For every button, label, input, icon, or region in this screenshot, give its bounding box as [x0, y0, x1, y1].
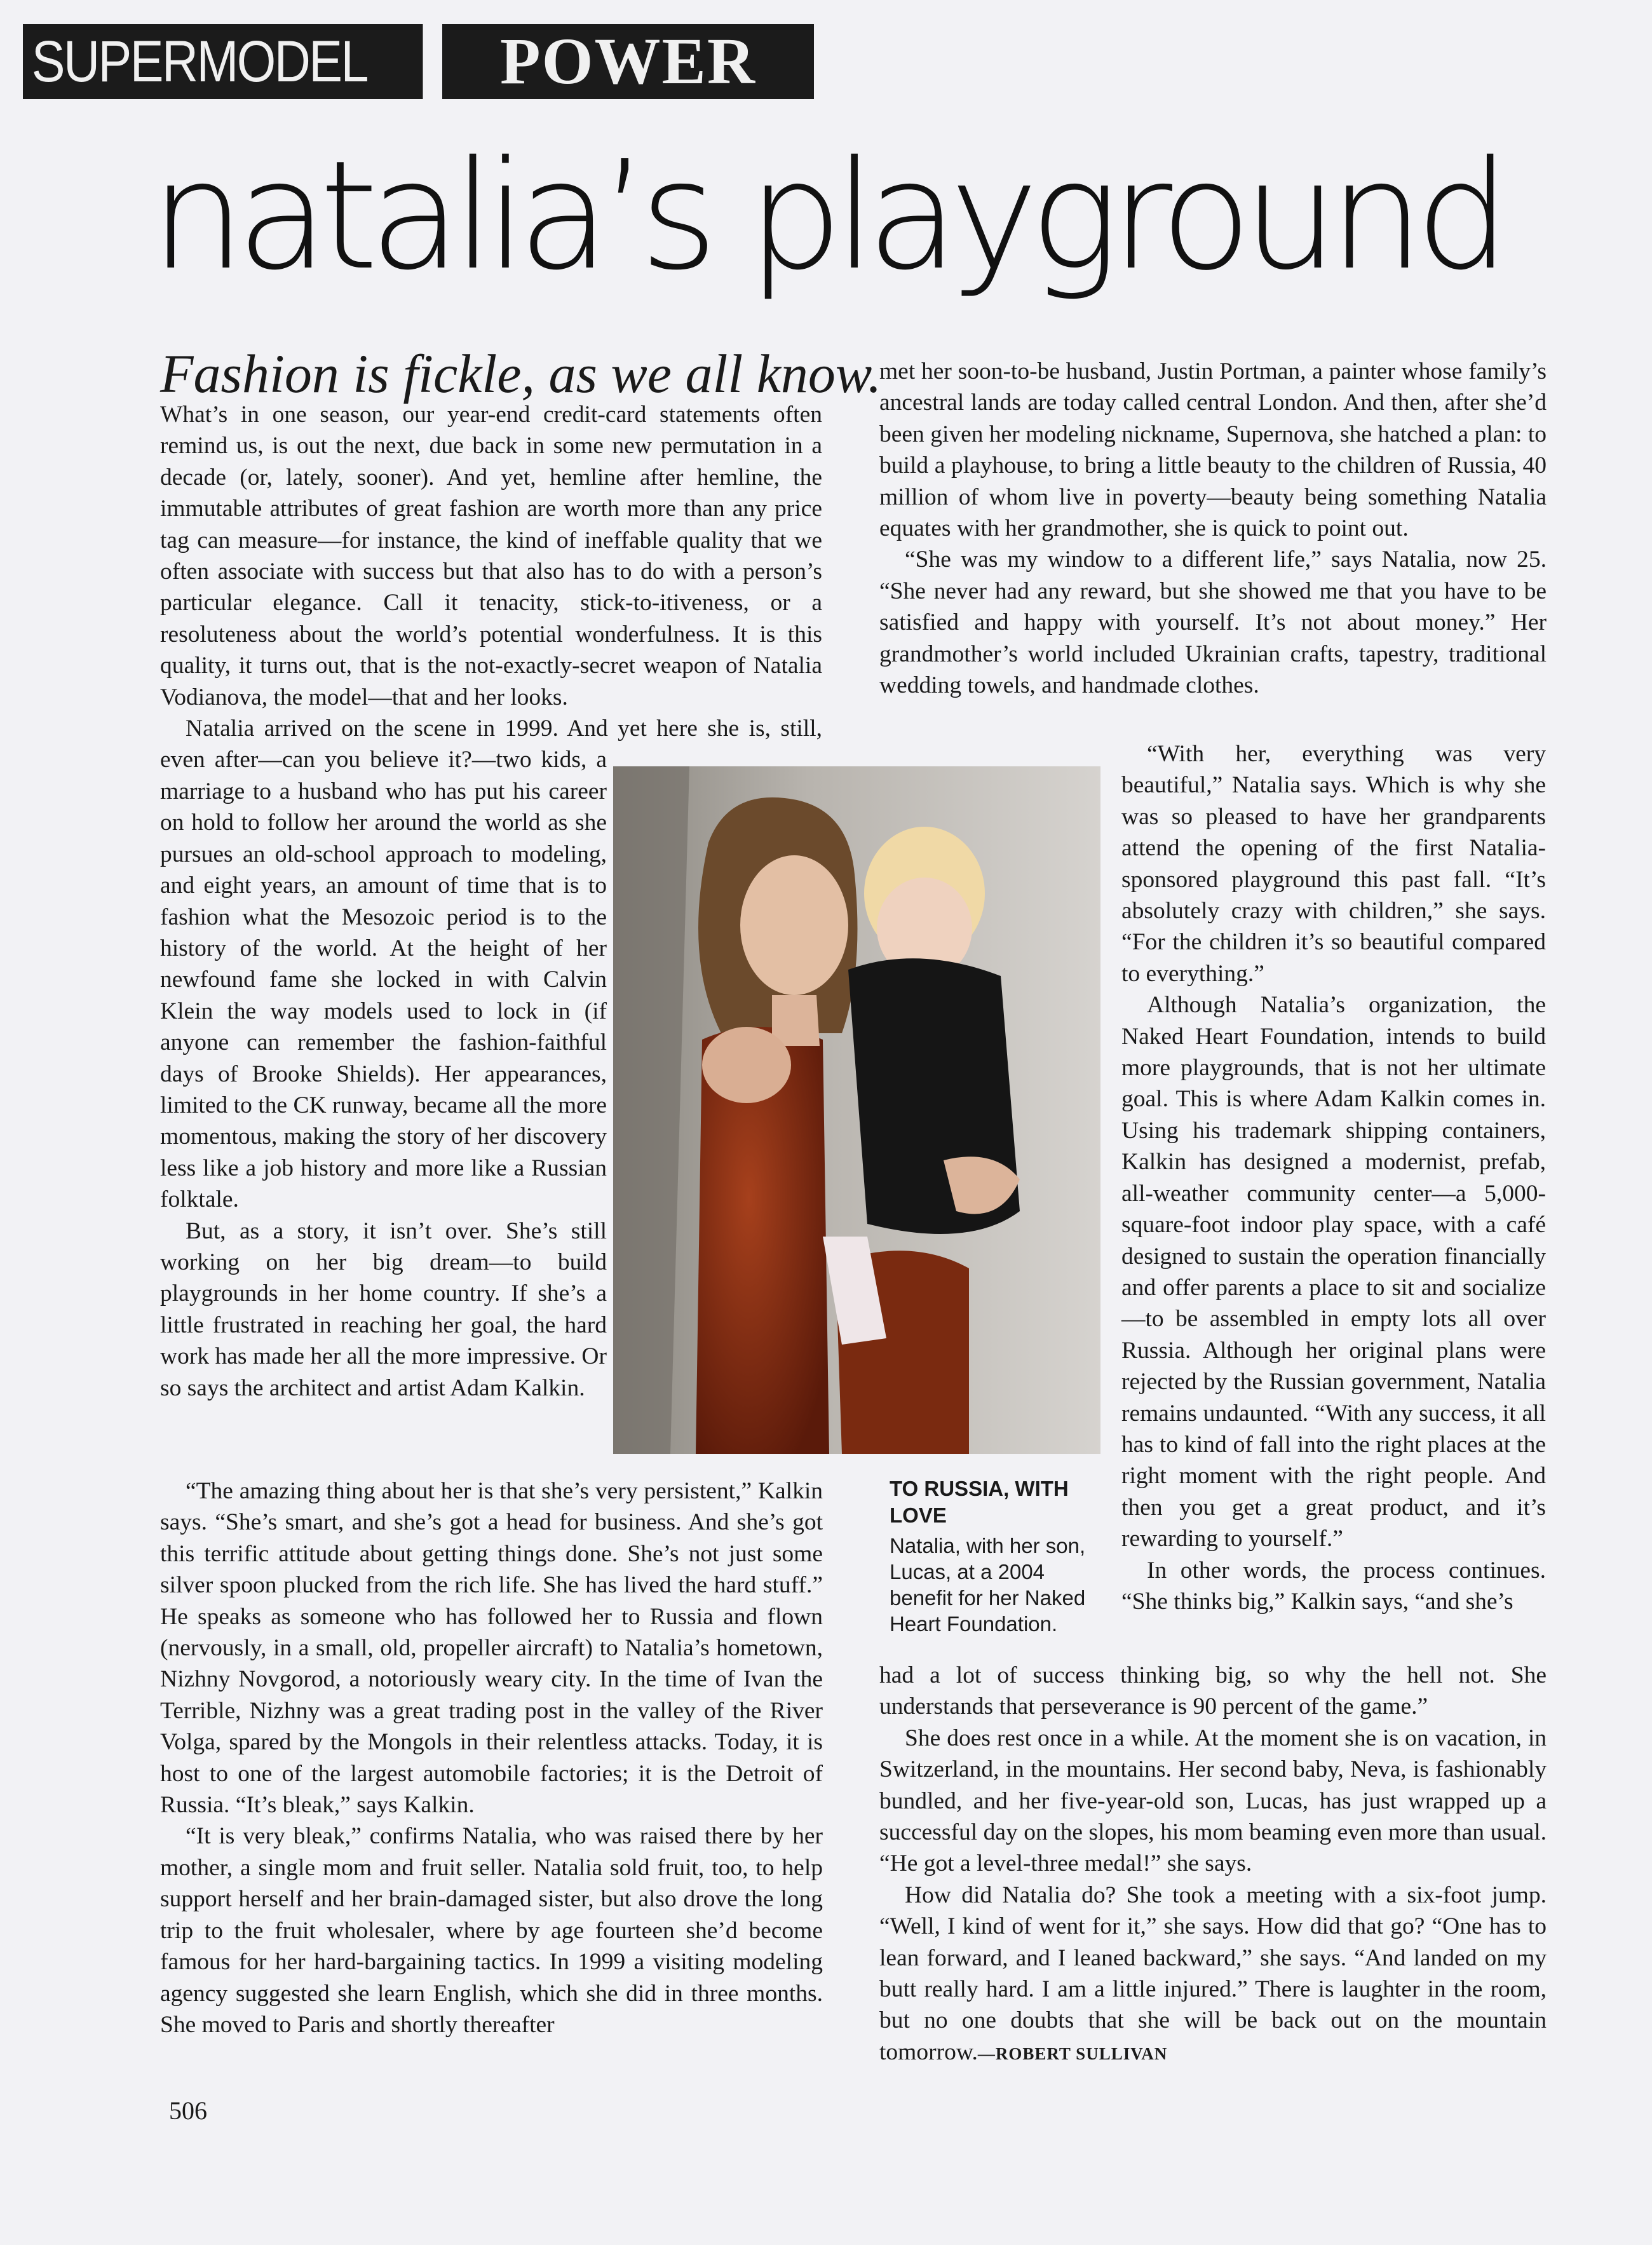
- column-1-bottom: [160, 1475, 823, 2040]
- wrap-offset: [822, 399, 823, 768]
- column-2-top: [879, 356, 1547, 701]
- section-header: [23, 24, 488, 99]
- paragraph: Although Natalia’s organization, the Naked Heart Foundation, intends to build more playgrounds, that is not her ultimate goal. This is where Adam Kalkin comes in. Using his trademark shipping containers, Kalkin has designed a modernist, prefab, all-weather community center—a 5,000-square-foot indoor play space, with a café designed to sustain the operation financially and offer parents a place to sit and socialize—to be assembled in empty lots all over Russia. Although her original plans were rejected by the Russian government, Natalia remains undaunted. “With any success, it all has to kind of fall into the right places at the right moment with the right people. And then you get a great product, and it’s rewarding to yourself.”: [1121, 992, 1546, 1552]
- paragraph: In other words, the process continues. “She thinks big,” Kalkin says, “and she’s: [1121, 1557, 1546, 1615]
- deck: Fashion is fickle, as we all know.: [160, 343, 882, 404]
- paragraph: [879, 1880, 1547, 2070]
- section-label-power: POWER: [442, 24, 814, 99]
- paragraph: “It is very bleak,” confirms Natalia, who was raised there by her mother, a single mom and fruit seller. Natalia sold fruit, too, to help support herself and her brain-damaged sister, but also drove the long trip to the fruit wholesaler, where by age fourteen she’d become famous for her hard-bargaining tactics. In 1999 a visiting modeling agency suggested she learn English, which she did in three months. She moved to Paris and shortly thereafter: [160, 1823, 823, 2038]
- paragraph: “With her, everything was very beautiful,” Natalia says. Which is why she was so pleased to have her grandparents attend the opening of the first Natalia-sponsored playground this past fall. “It’s absolutely crazy with children,” she says. “For the children it’s so beautiful compared to everything.”: [1121, 741, 1546, 987]
- paragraph: had a lot of success thinking big, so why the hell not. She understands that perseverance is 90 percent of the game.”: [879, 1662, 1547, 1720]
- paragraph: “She was my window to a different life,” says Natalia, now 25. “She never had any reward, but she showed me that you have to be satisfied and happy with yourself. It’s not about money.” Her grandmother’s world included Ukrainian crafts, tapestry, traditional wedding towels, and handmade clothes.: [879, 546, 1547, 699]
- section-label-supermodel: SUPERMODEL: [23, 24, 423, 99]
- paragraph: met her soon-to-be husband, Justin Portman, a painter whose family’s ancestral lands are today called central London. And then, after she’d been given her modeling nickname, Supernova, she hatched a plan: to build a playhouse, to bring a little beauty to the children of Russia, 40 million of whom live in poverty—beauty being something Natalia equates with her grandmother, she is quick to point out.: [879, 358, 1547, 542]
- paragraph: What’s in one season, our year-end credit-card statements often remind us, is out the next, due back in some new permutation in a decade (or, lately, sooner). And yet, hemline after hemline, the immutable attributes of great fashion are worth more than any price tag can measure—for instance, the kind of ineffable quality that we often associate with success but that also has to do with a person’s particular elegance. Call it tenacity, stick-to-itiveness, or a resoluteness about the world’s potential wonderfulness. It is this quality, it turns out, that is the not-exactly-secret weapon of Natalia Vodianova, the model—that and her looks.: [160, 402, 822, 710]
- headline: natalia’s playground: [150, 128, 1502, 303]
- byline: —ROBERT SULLIVAN: [977, 2044, 1168, 2063]
- paragraph: “The amazing thing about her is that she’s very persistent,” Kalkin says. “She’s smart, and she’s got a head for business. And she’s got this terrific attitude about getting things done. She’s not just some silver spoon plucked from the rich life. She has lived the hard stuff.” He speaks as someone who has followed her to Russia and flown (nervously, in a small, old, propeller aircraft) to Natalia’s hometown, Nizhny Novgorod, a notoriously weary city. In the time of Ivan the Terrible, Nizhny was a great trading post in the valley of the River Volga, spared by the Mongols in their relentless attacks. Today, it is host to one of the largest automobile factories; it is the Detroit of Russia. “It’s bleak,” says Kalkin.: [160, 1478, 823, 1819]
- column-2-bottom: [879, 1660, 1547, 2070]
- caption-body: Natalia, with her son, Lucas, at a 2004 benefit for her Naked Heart Foundation.: [890, 1534, 1086, 1636]
- photo-natalia-and-son: [613, 766, 1100, 1454]
- page-number: 506: [169, 2096, 207, 2125]
- paragraph: But, as a story, it isn’t over. She’s still working on her big dream—to build playgrounds in her home country. If she’s a little frustrated in reaching her goal, the hard work has made her all the more impressive. Or so says the architect and artist Adam Kalkin.: [160, 1217, 607, 1401]
- paragraph: Natalia arrived on the scene in 1999. And yet here she is, still, even after—can you believe it?—two kids, a marriage to a husband who has put his career on hold to follow her around the world as she pursues an old-school approach to modeling, and eight years, an amount of time that is to fashion what the Mesozoic period is to the history of the world. At the height of her newfound fame she locked in with Calvin Klein the way models used to lock in (if anyone can remember the fashion-faithful days of Brooke Shields). Her appearances, limited to the CK runway, became all the more momentous, making the story of her discovery less like a job history and more like a Russian folktale.: [160, 716, 822, 1213]
- paragraph-text: How did Natalia do? She took a meeting with a six-foot jump. “Well, I kind of went for it,” she says. How did that go? “One has to lean forward, and I leaned backward,” she says. “And landed on my butt really hard. I am a little injured.” There is laughter in the room, but no one doubts that she will be back out on the mountain tomorrow.: [879, 1882, 1547, 2065]
- caption-title: TO RUSSIA, WITH LOVE: [890, 1477, 1069, 1527]
- column-2-wrap: [1121, 738, 1546, 1617]
- paragraph: She does rest once in a while. At the moment she is on vacation, in Switzerland, in the mountains. Her second baby, Neva, is fashionably bundled, and her five-year-old son, Lucas, has just wrapped up a successful day on the slopes, his mom beaming even more than usual. “He got a level-three medal!” she says.: [879, 1725, 1547, 1877]
